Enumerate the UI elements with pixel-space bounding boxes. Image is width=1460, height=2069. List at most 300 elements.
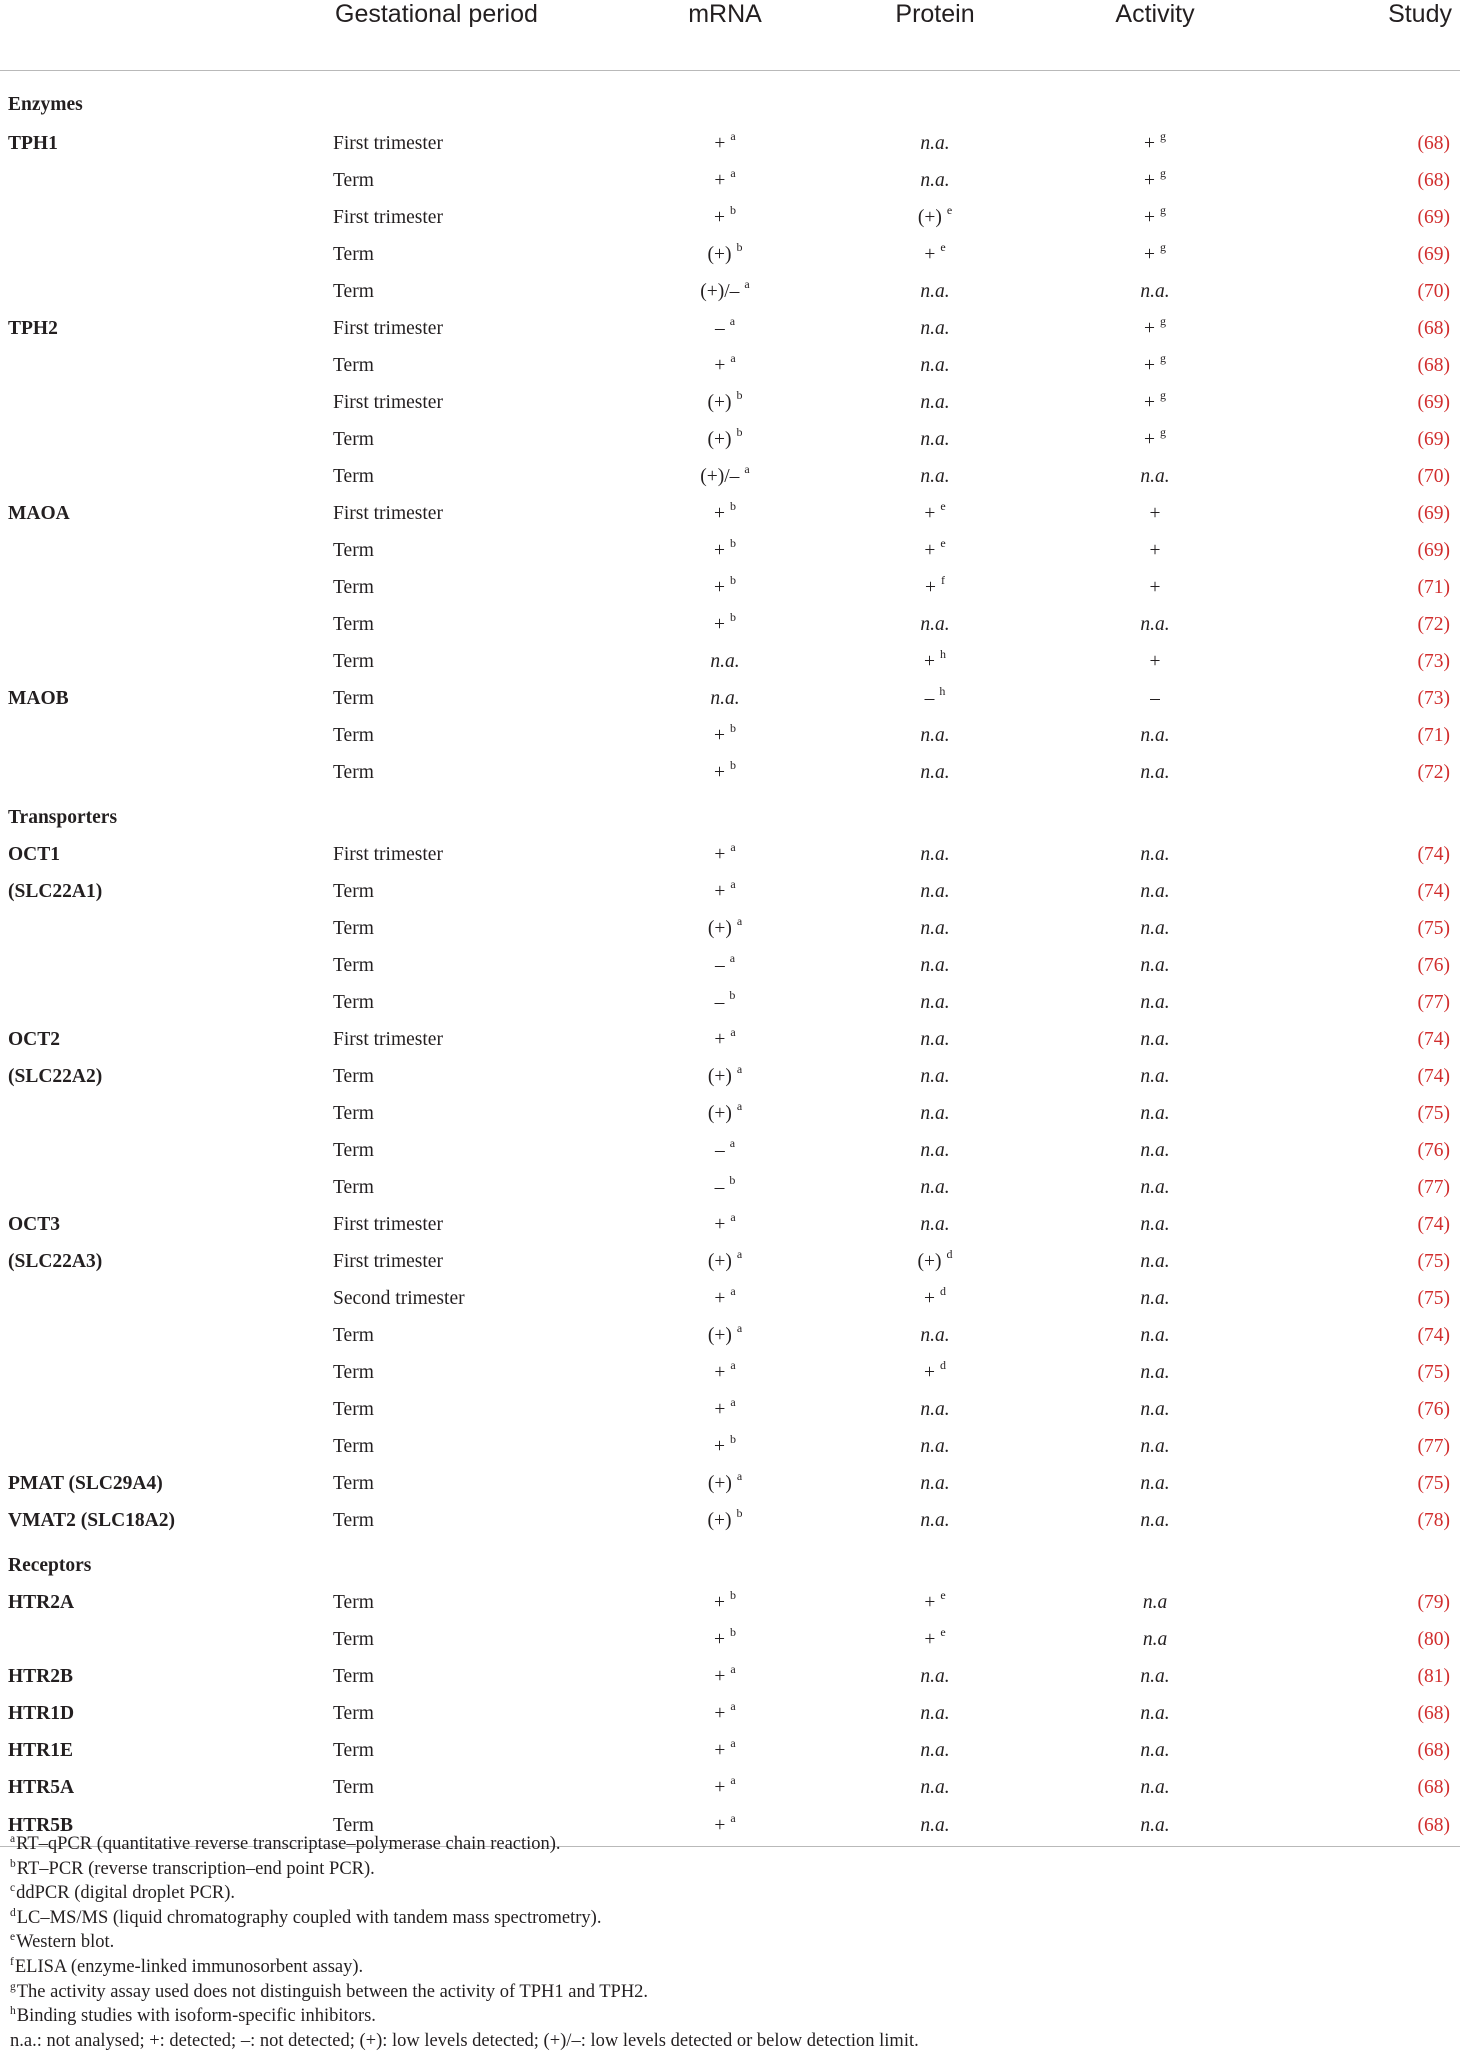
protein-cell [830, 1021, 1040, 1058]
study-reference-link[interactable]: (69) [1417, 206, 1450, 228]
footnote [10, 1857, 1450, 1882]
mrna-cell-value: + [714, 1435, 725, 1457]
study-reference-link[interactable]: (69) [1417, 428, 1450, 450]
protein-cell-value: n.a. [920, 843, 950, 865]
study-reference-link[interactable]: (75) [1417, 917, 1450, 939]
protein-cell [830, 1317, 1040, 1354]
mrna-cell-value: + [714, 1665, 726, 1687]
protein-cell-value: + [924, 502, 936, 524]
header-gene [0, 0, 325, 71]
mrna-cell [620, 836, 830, 873]
mrna-cell-footnote-mark: b [730, 535, 736, 550]
gestational-period-cell: Term [333, 1776, 374, 1798]
study-reference-link[interactable]: (74) [1417, 1213, 1450, 1235]
mrna-cell [620, 680, 830, 717]
table-row [0, 1280, 1460, 1317]
mrna-cell-footnote-mark: b [730, 1431, 736, 1446]
protein-cell-value: n.a. [920, 428, 950, 450]
gestational-period-cell: Term [333, 613, 374, 635]
mrna-cell-value: + [714, 613, 725, 635]
activity-cell-value: n.a. [1140, 1815, 1170, 1836]
mrna-cell [620, 754, 830, 791]
protein-cell-value: n.a. [920, 1176, 950, 1198]
gestational-period-cell: Term [333, 991, 374, 1013]
table-row [0, 569, 1460, 606]
gestational-period-cell: Term [333, 687, 374, 709]
protein-cell [830, 569, 1040, 606]
activity-cell [1040, 1317, 1270, 1354]
activity-cell-footnote-mark: g [1160, 165, 1166, 180]
table-row [0, 717, 1460, 754]
table-row [0, 873, 1460, 910]
gene-cell [0, 162, 325, 199]
protein-cell-footnote-mark: h [939, 683, 946, 698]
activity-cell [1040, 873, 1270, 910]
gene-cell: OCT2 [8, 1028, 61, 1050]
study-reference-link[interactable]: (73) [1417, 687, 1450, 709]
gene-cell [0, 421, 325, 458]
study-reference-link[interactable]: (71) [1417, 576, 1450, 598]
gene-cell [0, 458, 325, 495]
footnote [10, 1930, 1450, 1955]
mrna-cell [620, 1021, 830, 1058]
protein-cell [830, 532, 1040, 569]
protein-cell [830, 1658, 1040, 1695]
protein-cell-value: n.a. [920, 1472, 950, 1494]
mrna-cell [620, 1584, 830, 1621]
mrna-cell-value: (+)/– [700, 280, 740, 302]
gene-cell: OCT1 [8, 843, 61, 865]
mrna-cell-footnote-mark: b [730, 1624, 736, 1639]
table-row [0, 162, 1460, 199]
table-row [0, 273, 1460, 310]
mrna-cell-footnote-mark: a [730, 1772, 736, 1787]
protein-cell-value: n.a. [920, 1102, 950, 1124]
mrna-cell-value: + [714, 880, 726, 902]
mrna-cell-footnote-mark: a [730, 1735, 736, 1750]
mrna-cell-footnote-mark: a [736, 1246, 743, 1261]
gestational-period-cell: Term [333, 1702, 374, 1724]
footnote [10, 1881, 1450, 1906]
header-protein: Protein [830, 0, 1040, 71]
mrna-cell-value: (+) [707, 1102, 732, 1124]
mrna-cell [620, 873, 830, 910]
mrna-cell-footnote-mark: a [730, 1024, 736, 1039]
protein-cell-value: + [924, 243, 936, 265]
activity-cell [1040, 1658, 1270, 1695]
mrna-cell [620, 1391, 830, 1428]
footnote-mark: d [10, 1906, 16, 1919]
activity-cell [1040, 1280, 1270, 1317]
table-row [0, 643, 1460, 680]
activity-cell-value: n.a. [1140, 1065, 1170, 1087]
table-row [0, 1584, 1460, 1621]
mrna-cell [620, 1502, 830, 1539]
mrna-cell [620, 1317, 830, 1354]
gestational-period-cell: Term [333, 761, 374, 783]
mrna-cell [620, 162, 830, 199]
protein-cell [830, 162, 1040, 199]
gene-cell: HTR1E [8, 1739, 74, 1761]
activity-cell [1040, 1428, 1270, 1465]
mrna-cell [620, 1243, 830, 1280]
protein-cell-value: + [924, 1287, 935, 1309]
mrna-cell-value: (+) [707, 1509, 732, 1531]
gene-cell: (SLC22A2) [8, 1065, 103, 1087]
table-row [0, 199, 1460, 236]
study-reference-link[interactable]: (79) [1417, 1591, 1450, 1613]
mrna-cell-footnote-mark: a [730, 1698, 736, 1713]
mrna-cell-value: – [714, 1139, 725, 1161]
gene-cell [0, 754, 325, 791]
protein-cell-footnote-mark: d [940, 1283, 946, 1298]
gene-cell [0, 1428, 325, 1465]
footnote-text: n.a.: not analysed; +: detected; –: not detected; (+): low levels detected; (+)/–: low levels detected or below detection limit. [10, 2030, 919, 2051]
study-reference-link[interactable]: (68) [1417, 132, 1450, 154]
activity-cell-footnote-mark: g [1160, 128, 1166, 143]
study-reference-link[interactable]: (75) [1417, 1472, 1450, 1494]
protein-cell [830, 236, 1040, 273]
protein-cell [830, 421, 1040, 458]
gestational-period-cell: Term [333, 650, 374, 672]
study-reference-link[interactable]: (74) [1417, 880, 1450, 902]
mrna-cell-footnote-mark: b [736, 239, 743, 254]
protein-cell-value: + [924, 539, 936, 561]
mrna-cell [620, 1658, 830, 1695]
study-reference-link[interactable]: (68) [1417, 317, 1450, 339]
gestational-period-cell: Term [333, 1065, 374, 1087]
mrna-cell-value: + [714, 502, 725, 524]
gestational-period-cell: Term [333, 1435, 374, 1457]
footnote-mark: g [10, 1980, 16, 1993]
protein-cell-value: n.a. [920, 465, 950, 487]
study-reference-link[interactable]: (72) [1417, 761, 1450, 783]
gestational-period-cell: Term [333, 1509, 374, 1531]
mrna-cell [620, 643, 830, 680]
activity-cell [1040, 1058, 1270, 1095]
table-body [0, 71, 1460, 1847]
mrna-cell [620, 1058, 830, 1095]
study-reference-link[interactable]: (74) [1417, 1065, 1450, 1087]
gene-cell: TPH2 [8, 317, 58, 339]
gene-cell [0, 569, 325, 606]
mrna-cell-footnote-mark: b [729, 1172, 736, 1187]
gestational-period-cell: Term [325, 1806, 620, 1847]
protein-cell [830, 1169, 1040, 1206]
mrna-cell-footnote-mark: b [730, 1587, 736, 1602]
study-reference-link[interactable]: (76) [1417, 1139, 1450, 1161]
gestational-period-cell: Term [333, 539, 374, 561]
table-row [0, 1243, 1460, 1280]
mrna-cell-value: + [714, 169, 726, 191]
activity-cell [1040, 947, 1270, 984]
mrna-cell [620, 125, 830, 162]
section-row [0, 1539, 1460, 1584]
gestational-period-cell: Term [333, 724, 374, 746]
gene-cell: MAOA [8, 502, 70, 524]
activity-cell [1040, 1732, 1270, 1769]
study-reference-link[interactable]: (74) [1417, 843, 1450, 865]
table-row [0, 1058, 1460, 1095]
table-row [0, 1132, 1460, 1169]
study-reference-link[interactable]: (74) [1417, 1324, 1450, 1346]
activity-cell [1040, 236, 1270, 273]
activity-cell-value: n.a. [1140, 1361, 1170, 1383]
activity-cell-footnote-mark: g [1160, 202, 1166, 217]
study-reference-link[interactable]: (68) [1270, 1806, 1460, 1847]
gene-cell: TPH1 [8, 132, 58, 154]
study-reference-link[interactable]: (81) [1417, 1665, 1450, 1687]
mrna-cell [620, 1428, 830, 1465]
header-gestational-period: Gestational period [325, 0, 620, 71]
footnote-mark: a [10, 1833, 16, 1845]
activity-cell [1040, 1206, 1270, 1243]
table-row [0, 1502, 1460, 1539]
study-reference-link[interactable]: (71) [1417, 724, 1450, 746]
section-label: Receptors [8, 1554, 92, 1576]
footnote-mark: c [10, 1882, 16, 1895]
activity-cell-value: + [1144, 132, 1155, 154]
activity-cell-footnote-mark: g [1160, 387, 1166, 402]
gestational-period-cell: First trimester [333, 391, 443, 413]
protein-cell [830, 199, 1040, 236]
gestational-period-cell: Term [333, 576, 374, 598]
mrna-cell-value: + [714, 576, 725, 598]
protein-cell-footnote-mark: e [940, 239, 946, 254]
activity-cell-value: n.a. [1140, 1776, 1170, 1798]
protein-cell-value: n.a. [920, 613, 950, 635]
protein-cell-value: n.a. [920, 1815, 950, 1836]
study-reference-link[interactable]: (76) [1417, 1398, 1450, 1420]
protein-cell [830, 1243, 1040, 1280]
study-reference-link[interactable]: (68) [1417, 1739, 1450, 1761]
study-reference-link[interactable]: (69) [1417, 243, 1450, 265]
table-row [0, 1169, 1460, 1206]
protein-cell [830, 1391, 1040, 1428]
mrna-cell-value: – [714, 991, 725, 1013]
table-row [0, 1769, 1460, 1806]
protein-cell [830, 458, 1040, 495]
activity-cell-value: + [1144, 391, 1155, 413]
protein-cell-footnote-mark: d [946, 1246, 953, 1261]
protein-cell-value: n.a. [920, 354, 950, 376]
activity-cell-value: n.a. [1140, 1472, 1170, 1494]
protein-cell [830, 310, 1040, 347]
footnote-text: RT–qPCR (quantitative reverse transcriptase–polymerase chain reaction). [16, 1834, 561, 1854]
activity-cell [1040, 347, 1270, 384]
gestational-period-cell: Term [333, 1591, 374, 1613]
activity-cell-value: n.a. [1140, 761, 1170, 783]
gene-cell [0, 1354, 325, 1391]
mrna-cell-footnote-mark: a [744, 276, 750, 291]
mrna-cell-value: (+) [707, 917, 732, 939]
study-reference-link[interactable]: (75) [1417, 1250, 1450, 1272]
table-footnotes [10, 1832, 1450, 2053]
table-row [0, 458, 1460, 495]
mrna-cell-value: + [714, 1361, 726, 1383]
activity-cell-value: n.a [1142, 1628, 1168, 1650]
header-study: Study [1270, 0, 1460, 71]
gestational-period-cell: Term [333, 243, 374, 265]
mrna-cell [620, 421, 830, 458]
gene-cell [0, 717, 325, 754]
footnote [10, 2004, 1450, 2029]
protein-cell-footnote-mark: e [946, 202, 953, 217]
activity-cell [1040, 569, 1270, 606]
mrna-cell-value: + [714, 1628, 725, 1650]
activity-cell [1040, 1584, 1270, 1621]
gene-cell [0, 1391, 325, 1428]
protein-cell-value: n.a. [920, 1065, 950, 1087]
mrna-cell [620, 1465, 830, 1502]
study-reference-link[interactable]: (74) [1417, 1028, 1450, 1050]
protein-cell [830, 273, 1040, 310]
protein-cell-footnote-mark: e [940, 535, 946, 550]
footnote-mark: f [10, 1955, 14, 1968]
mrna-cell-value: + [714, 132, 726, 154]
study-reference-link[interactable]: (69) [1417, 539, 1450, 561]
protein-cell-value: + [924, 1591, 936, 1613]
mrna-cell-footnote-mark: a [730, 1209, 736, 1224]
protein-cell [830, 1769, 1040, 1806]
activity-cell-value: + [1144, 428, 1155, 450]
activity-cell-value: n.a. [1140, 1287, 1170, 1309]
study-reference-link[interactable]: (68) [1417, 1702, 1450, 1724]
gestational-period-cell: First trimester [333, 132, 443, 154]
table-row [0, 1391, 1460, 1428]
study-reference-link[interactable]: (76) [1417, 954, 1450, 976]
protein-cell-value: n.a. [920, 1213, 950, 1235]
protein-cell-value: n.a. [920, 391, 950, 413]
protein-cell-value: n.a. [920, 1702, 950, 1724]
activity-cell [1040, 384, 1270, 421]
protein-cell-value: n.a. [920, 169, 950, 191]
table-row [0, 947, 1460, 984]
mrna-cell [620, 984, 830, 1021]
protein-cell [830, 836, 1040, 873]
gestational-period-cell: First trimester [333, 206, 443, 228]
section-label: Enzymes [8, 94, 83, 115]
activity-cell [1040, 1769, 1270, 1806]
mrna-cell-value: + [714, 843, 726, 865]
activity-cell [1040, 421, 1270, 458]
study-reference-link[interactable]: (68) [1417, 169, 1450, 191]
footnote-text: RT–PCR (reverse transcription–end point PCR). [16, 1858, 375, 1879]
study-reference-link[interactable]: (68) [1417, 354, 1450, 376]
study-reference-link[interactable]: (78) [1417, 1509, 1450, 1531]
gene-cell: (SLC22A3) [8, 1250, 103, 1272]
activity-cell-value: n.a. [1140, 991, 1170, 1013]
activity-cell [1040, 910, 1270, 947]
mrna-cell-footnote-mark: b [736, 424, 743, 439]
activity-cell [1040, 1132, 1270, 1169]
mrna-cell [620, 606, 830, 643]
study-reference-link[interactable]: (75) [1417, 1361, 1450, 1383]
mrna-cell [620, 532, 830, 569]
mrna-cell-footnote-mark: b [730, 757, 736, 772]
mrna-cell-footnote-mark: b [736, 387, 743, 402]
study-reference-link[interactable]: (80) [1417, 1628, 1450, 1650]
study-reference-link[interactable]: (70) [1417, 280, 1450, 302]
mrna-cell-value: (+)/– [700, 465, 740, 487]
study-reference-link[interactable]: (77) [1417, 1176, 1450, 1198]
gene-cell [0, 947, 325, 984]
study-reference-link[interactable]: (69) [1417, 391, 1450, 413]
section-row [0, 791, 1460, 836]
mrna-cell-value: + [714, 1815, 726, 1836]
mrna-cell-footnote-mark: a [736, 1468, 743, 1483]
mrna-cell-value: (+) [707, 1324, 732, 1346]
protein-cell-value: – [924, 687, 935, 709]
gene-cell [0, 347, 325, 384]
activity-cell [1040, 162, 1270, 199]
activity-cell-value: n.a. [1140, 724, 1170, 746]
study-reference-link[interactable]: (75) [1417, 1287, 1450, 1309]
protein-cell-value: n.a. [920, 1509, 950, 1531]
gestational-period-cell: Term [333, 880, 374, 902]
footnote [10, 1906, 1450, 1931]
mrna-cell-footnote-mark: a [736, 913, 743, 928]
table-row [0, 606, 1460, 643]
activity-cell [1040, 680, 1270, 717]
mrna-cell [620, 910, 830, 947]
table-row [0, 1732, 1460, 1769]
study-reference-link[interactable]: (75) [1417, 1102, 1450, 1124]
gestational-period-cell: Term [333, 917, 374, 939]
mrna-cell-value: (+) [707, 1250, 732, 1272]
protein-cell-value: (+) [917, 1250, 942, 1272]
activity-cell [1040, 1169, 1270, 1206]
gene-cell [0, 1169, 325, 1206]
mrna-cell-footnote-mark: b [729, 987, 736, 1002]
activity-cell-value: + [1144, 354, 1155, 376]
activity-cell [1040, 1502, 1270, 1539]
gestational-period-cell: Term [333, 1139, 374, 1161]
study-reference-link[interactable]: (70) [1417, 465, 1450, 487]
activity-cell-value: n.a. [1140, 1665, 1170, 1687]
table-row [0, 532, 1460, 569]
study-reference-link[interactable]: (69) [1417, 502, 1450, 524]
mrna-cell-footnote-mark: a [730, 1357, 736, 1372]
gestational-period-cell: Term [333, 280, 374, 302]
activity-cell [1040, 1391, 1270, 1428]
study-reference-link[interactable]: (77) [1417, 991, 1450, 1013]
mrna-cell-footnote-mark: b [730, 572, 736, 587]
study-reference-link[interactable]: (68) [1417, 1776, 1450, 1798]
table-row [0, 1206, 1460, 1243]
activity-cell [1040, 495, 1270, 532]
table-row [0, 1695, 1460, 1732]
protein-cell [830, 1428, 1040, 1465]
study-reference-link[interactable]: (73) [1417, 650, 1450, 672]
activity-cell-value: + [1149, 650, 1161, 672]
protein-cell-value: n.a. [920, 917, 950, 939]
header-activity: Activity [1040, 0, 1270, 71]
activity-cell-value: n.a. [1140, 1509, 1170, 1531]
table-row [0, 384, 1460, 421]
mrna-cell [620, 1354, 830, 1391]
activity-cell-value: + [1144, 317, 1155, 339]
gene-cell: OCT3 [8, 1213, 61, 1235]
section-label: Transporters [8, 806, 118, 828]
gene-cell [0, 384, 325, 421]
study-reference-link[interactable]: (72) [1417, 613, 1450, 635]
gestational-period-cell: Term [333, 1472, 374, 1494]
protein-cell-value: n.a. [920, 1324, 950, 1346]
study-reference-link[interactable]: (77) [1417, 1435, 1450, 1457]
activity-cell-footnote-mark: g [1160, 239, 1166, 254]
gestational-period-cell: Term [333, 1102, 374, 1124]
